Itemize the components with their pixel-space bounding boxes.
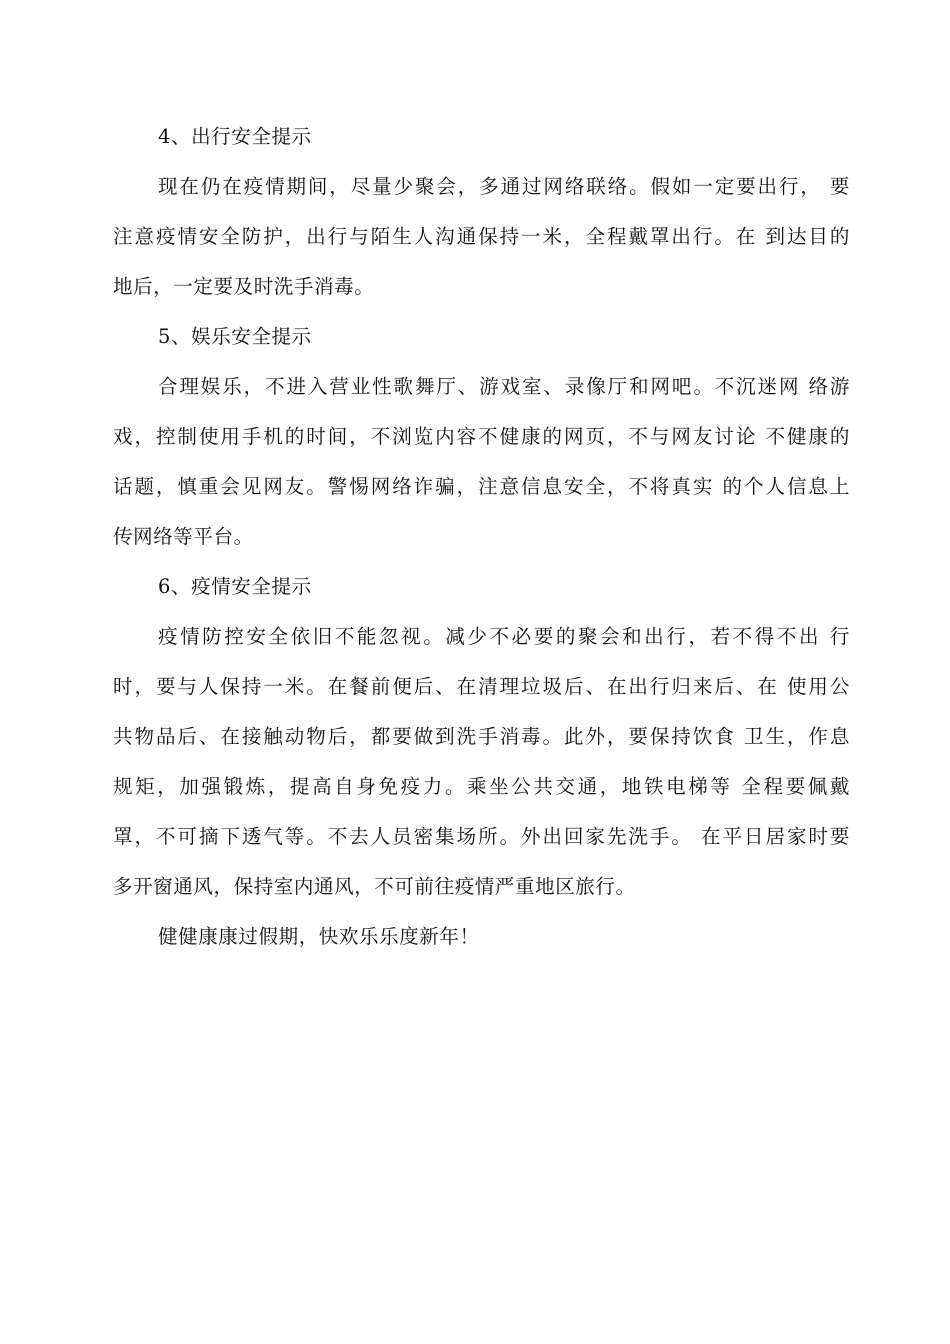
paragraph-line: 话题，慎重会见网友。警惕网络诈骗，注意信息安全，不将真实 的个人信息上 (113, 475, 850, 498)
paragraph-line: 戏，控制使用手机的时间，不浏览内容不健康的网页，不与网友讨论 不健康的 (113, 425, 850, 448)
paragraph-line: 地后，一定要及时洗手消毒。 (113, 275, 375, 298)
closing-line: 健健康康过假期，快欢乐乐度新年！ (158, 925, 480, 948)
paragraph-line: 时，要与人保持一米。在餐前便后、在清理垃圾后、在出行归来后、在 使用公 (113, 675, 850, 698)
section-heading-entertainment: 5、娱乐安全提示 (158, 325, 312, 348)
paragraph-line: 传网络等平台。 (113, 525, 254, 548)
paragraph-line: 共物品后、在接触动物后，都要做到洗手消毒。此外，要保持饮食 卫生，作息 (113, 725, 850, 748)
paragraph-line: 合理娱乐，不进入营业性歌舞厅、游戏室、录像厅和网吧。不沉迷网 络游 (158, 375, 850, 398)
paragraph-line: 罩，不可摘下透气等。不去人员密集场所。外出回家先洗手。 在平日居家时要 (113, 825, 850, 848)
document-body (113, 112, 850, 962)
section-heading-travel: 4、出行安全提示 (158, 125, 312, 148)
paragraph-line: 疫情防控安全依旧不能忽视。减少不必要的聚会和出行，若不得不出 行 (158, 625, 850, 648)
paragraph-line: 现在仍在疫情期间，尽量少聚会，多通过网络联络。假如一定要出行， 要 (158, 175, 850, 198)
paragraph-line: 注意疫情安全防护，出行与陌生人沟通保持一米，全程戴罩出行。在 到达目的 (113, 225, 850, 248)
paragraph-line: 规矩，加强锻炼，提高自身免疫力。乘坐公共交通，地铁电梯等 全程要佩戴 (113, 775, 850, 798)
paragraph-line: 多开窗通风，保持室内通风，不可前往疫情严重地区旅行。 (113, 875, 636, 898)
section-heading-epidemic: 6、疫情安全提示 (158, 575, 312, 598)
